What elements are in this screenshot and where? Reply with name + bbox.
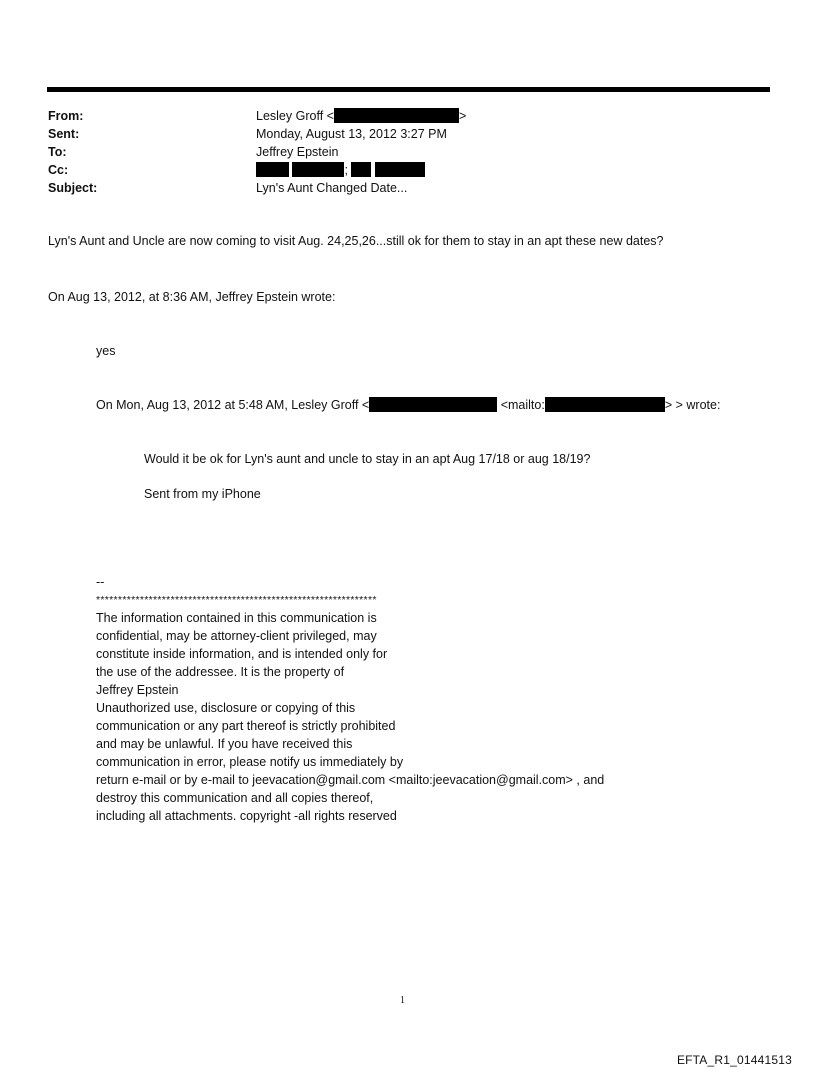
disclaimer-line: confidential, may be attorney-client privileged, may	[96, 629, 377, 643]
disclaimer-block	[96, 609, 604, 825]
star-divider: ****************************************************************	[96, 594, 377, 606]
redaction-box	[351, 162, 371, 177]
quote2-signature: Sent from my iPhone	[144, 487, 261, 501]
redaction-box	[292, 162, 344, 177]
cc-separator: ;	[344, 163, 348, 177]
disclaimer-line: destroy this communication and all copies thereof,	[96, 791, 374, 805]
quote2-message: Would it be ok for Lyn's aunt and uncle to stay in an apt Aug 17/18 or aug 18/19?	[144, 452, 591, 466]
signature-dashes: --	[96, 575, 105, 589]
from-label: From:	[48, 109, 84, 123]
disclaimer-line: Unauthorized use, disclosure or copying of this	[96, 701, 356, 715]
to-value: Jeffrey Epstein	[256, 145, 339, 159]
page-number: 1	[400, 995, 405, 1006]
sent-value: Monday, August 13, 2012 3:27 PM	[256, 127, 447, 141]
subject-value: Lyn's Aunt Changed Date...	[256, 181, 408, 195]
disclaimer-line: and may be unlawful. If you have received this	[96, 737, 353, 751]
redaction-box	[369, 397, 497, 412]
quote1-reply: yes	[96, 344, 116, 358]
disclaimer-line: communication or any part thereof is strictly prohibited	[96, 719, 396, 733]
disclaimer-line: including all attachments. copyright -all rights reserved	[96, 809, 397, 823]
subject-label: Subject:	[48, 181, 98, 195]
disclaimer-line: constitute inside information, and is intended only for	[96, 647, 388, 661]
cc-label: Cc:	[48, 163, 69, 177]
quote1-header: On Aug 13, 2012, at 8:36 AM, Jeffrey Epstein wrote:	[48, 290, 336, 304]
to-label: To:	[48, 145, 67, 159]
quote2-suffix: > > wrote:	[664, 398, 721, 412]
disclaimer-line: The information contained in this communication is	[96, 611, 377, 625]
cc-value	[256, 161, 425, 179]
quote2-prefix: On Mon, Aug 13, 2012 at 5:48 AM, Lesley Groff <	[96, 398, 370, 412]
redaction-box	[375, 162, 425, 177]
document-id: EFTA_R1_01441513	[676, 1053, 792, 1067]
from-value	[256, 107, 466, 125]
main-message: Lyn's Aunt and Uncle are now coming to visit Aug. 24,25,26...still ok for them to stay in an apt these new dates?	[48, 234, 664, 248]
disclaimer-line: communication in error, please notify us immediately by	[96, 755, 404, 769]
redaction-box	[334, 108, 459, 123]
redaction-box	[545, 397, 665, 412]
header-rule	[47, 87, 770, 92]
quote2-header	[96, 396, 720, 414]
from-close: >	[458, 109, 467, 123]
disclaimer-line: return e-mail or by e-mail to jeevacation@gmail.com <mailto:jeevacation@gmail.com> , and	[96, 773, 605, 787]
from-name: Lesley Groff <	[256, 109, 334, 123]
disclaimer-line: the use of the addressee. It is the property of	[96, 665, 345, 679]
sent-label: Sent:	[48, 127, 80, 141]
quote2-mailto: <mailto:	[500, 398, 545, 412]
disclaimer-line: Jeffrey Epstein	[96, 683, 179, 697]
redaction-box	[256, 162, 289, 177]
